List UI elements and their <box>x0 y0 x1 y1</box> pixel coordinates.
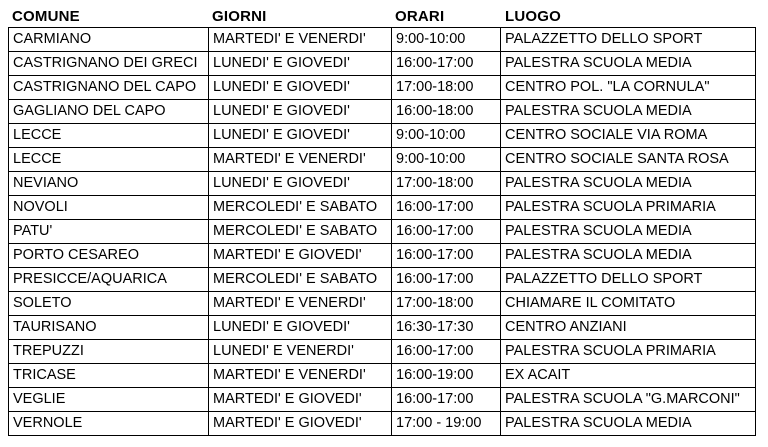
cell-giorni: MERCOLEDI' E SABATO <box>209 196 392 220</box>
schedule-table <box>8 27 756 436</box>
cell-comune: PRESICCE/AQUARICA <box>9 268 209 292</box>
table-row <box>9 316 756 340</box>
table-row <box>9 172 756 196</box>
table-row <box>9 196 756 220</box>
cell-luogo: CHIAMARE IL COMITATO <box>501 292 756 316</box>
cell-orari: 16:00-17:00 <box>392 196 501 220</box>
cell-comune: CASTRIGNANO DEI GRECI <box>9 52 209 76</box>
cell-orari: 17:00-18:00 <box>392 172 501 196</box>
table-row <box>9 100 756 124</box>
cell-giorni: MARTEDI' E VENERDI' <box>209 28 392 52</box>
cell-orari: 9:00-10:00 <box>392 148 501 172</box>
cell-orari: 9:00-10:00 <box>392 28 501 52</box>
cell-giorni: LUNEDI' E GIOVEDI' <box>209 124 392 148</box>
cell-giorni: LUNEDI' E GIOVEDI' <box>209 316 392 340</box>
table-row <box>9 388 756 412</box>
cell-orari: 16:30-17:30 <box>392 316 501 340</box>
table-row <box>9 220 756 244</box>
cell-luogo: PALESTRA SCUOLA MEDIA <box>501 412 756 436</box>
cell-giorni: MARTEDI' E GIOVEDI' <box>209 412 392 436</box>
cell-giorni: LUNEDI' E GIOVEDI' <box>209 76 392 100</box>
cell-comune: GAGLIANO DEL CAPO <box>9 100 209 124</box>
table-row <box>9 244 756 268</box>
cell-orari: 16:00-17:00 <box>392 244 501 268</box>
cell-giorni: LUNEDI' E GIOVEDI' <box>209 100 392 124</box>
cell-comune: NEVIANO <box>9 172 209 196</box>
table-row <box>9 76 756 100</box>
cell-giorni: MERCOLEDI' E SABATO <box>209 268 392 292</box>
table-row <box>9 124 756 148</box>
table-row <box>9 148 756 172</box>
cell-giorni: MARTEDI' E VENERDI' <box>209 292 392 316</box>
cell-comune: LECCE <box>9 148 209 172</box>
header-giorni: GIORNI <box>212 8 267 25</box>
cell-orari: 16:00-17:00 <box>392 52 501 76</box>
cell-comune: CASTRIGNANO DEL CAPO <box>9 76 209 100</box>
cell-luogo: PALESTRA SCUOLA MEDIA <box>501 100 756 124</box>
cell-luogo: PALESTRA SCUOLA PRIMARIA <box>501 340 756 364</box>
cell-luogo: CENTRO POL. "LA CORNULA" <box>501 76 756 100</box>
cell-comune: TAURISANO <box>9 316 209 340</box>
cell-comune: VEGLIE <box>9 388 209 412</box>
cell-luogo: PALESTRA SCUOLA MEDIA <box>501 172 756 196</box>
cell-comune: CARMIANO <box>9 28 209 52</box>
cell-orari: 16:00-17:00 <box>392 340 501 364</box>
cell-orari: 17:00-18:00 <box>392 292 501 316</box>
cell-orari: 16:00-19:00 <box>392 364 501 388</box>
cell-luogo: CENTRO ANZIANI <box>501 316 756 340</box>
cell-luogo: PALESTRA SCUOLA MEDIA <box>501 244 756 268</box>
cell-orari: 17:00-18:00 <box>392 76 501 100</box>
table-row <box>9 364 756 388</box>
cell-comune: LECCE <box>9 124 209 148</box>
cell-comune: TRICASE <box>9 364 209 388</box>
cell-orari: 17:00 - 19:00 <box>392 412 501 436</box>
header-comune: COMUNE <box>12 8 80 25</box>
cell-orari: 9:00-10:00 <box>392 124 501 148</box>
cell-giorni: MARTEDI' E VENERDI' <box>209 148 392 172</box>
header-luogo: LUOGO <box>505 8 561 25</box>
cell-giorni: LUNEDI' E GIOVEDI' <box>209 52 392 76</box>
cell-comune: VERNOLE <box>9 412 209 436</box>
table-row <box>9 412 756 436</box>
table-row <box>9 292 756 316</box>
cell-giorni: MERCOLEDI' E SABATO <box>209 220 392 244</box>
cell-luogo: PALAZZETTO DELLO SPORT <box>501 268 756 292</box>
cell-luogo: EX ACAIT <box>501 364 756 388</box>
table-row <box>9 268 756 292</box>
cell-comune: PORTO CESAREO <box>9 244 209 268</box>
cell-luogo: PALESTRA SCUOLA MEDIA <box>501 220 756 244</box>
cell-luogo: PALESTRA SCUOLA "G.MARCONI" <box>501 388 756 412</box>
cell-orari: 16:00-18:00 <box>392 100 501 124</box>
header-orari: ORARI <box>395 8 445 25</box>
cell-orari: 16:00-17:00 <box>392 220 501 244</box>
table-row <box>9 28 756 52</box>
cell-giorni: LUNEDI' E GIOVEDI' <box>209 172 392 196</box>
cell-comune: SOLETO <box>9 292 209 316</box>
schedule-table-body <box>9 28 756 436</box>
cell-orari: 16:00-17:00 <box>392 268 501 292</box>
cell-comune: NOVOLI <box>9 196 209 220</box>
cell-giorni: LUNEDI' E VENERDI' <box>209 340 392 364</box>
cell-luogo: PALAZZETTO DELLO SPORT <box>501 28 756 52</box>
cell-giorni: MARTEDI' E VENERDI' <box>209 364 392 388</box>
table-row <box>9 52 756 76</box>
cell-comune: PATU' <box>9 220 209 244</box>
cell-luogo: CENTRO SOCIALE SANTA ROSA <box>501 148 756 172</box>
cell-giorni: MARTEDI' E GIOVEDI' <box>209 388 392 412</box>
cell-luogo: PALESTRA SCUOLA MEDIA <box>501 52 756 76</box>
cell-luogo: CENTRO SOCIALE VIA ROMA <box>501 124 756 148</box>
cell-luogo: PALESTRA SCUOLA PRIMARIA <box>501 196 756 220</box>
cell-giorni: MARTEDI' E GIOVEDI' <box>209 244 392 268</box>
table-row <box>9 340 756 364</box>
cell-orari: 16:00-17:00 <box>392 388 501 412</box>
cell-comune: TREPUZZI <box>9 340 209 364</box>
